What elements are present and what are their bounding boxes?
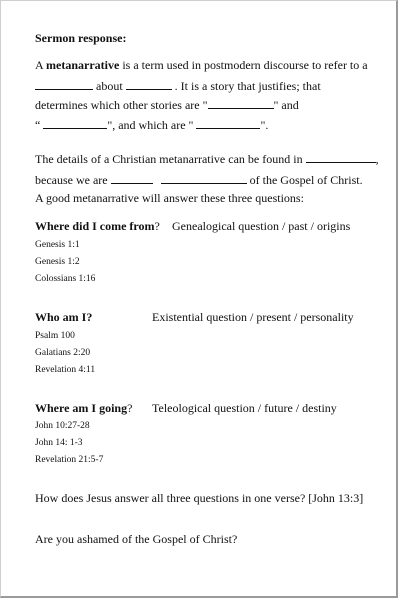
question-where-from: Where did I come from — [35, 219, 155, 233]
para1-line2 — [35, 79, 321, 93]
para1-about: about — [93, 79, 126, 93]
para2-l1-end: , — [375, 152, 379, 166]
ref-revelation-4-11: Revelation 4:11 — [35, 365, 96, 375]
blank-8 — [161, 173, 247, 184]
blank-6 — [306, 152, 376, 163]
ref-psalm-100: Psalm 100 — [35, 331, 75, 341]
para1-l3-post: " and — [273, 98, 299, 112]
ref-genesis-1-2: Genesis 1:2 — [35, 257, 80, 267]
blank-2 — [126, 79, 172, 90]
term-metanarrative: metanarrative — [46, 58, 120, 72]
ref-genesis-1-1: Genesis 1:1 — [35, 240, 80, 250]
blank-7 — [111, 173, 153, 184]
subtitle-teleological: Teleological question / future / destiny — [152, 401, 337, 415]
ref-colossians-1-16: Colossians 1:16 — [35, 274, 96, 284]
para1-line1 — [35, 58, 368, 72]
closing-question-john: How does Jesus answer all three questions in one verse? [John 13:3] — [35, 491, 364, 505]
para2-l2-post: of the Gospel of Christ. — [246, 173, 363, 187]
para1-l4-open: “ — [35, 118, 44, 132]
para1-post: is a term used in postmodern discourse to refer to a — [119, 58, 368, 72]
blank-5 — [196, 118, 260, 129]
section-destiny-heading — [35, 401, 132, 415]
para2-line1 — [35, 152, 379, 166]
question-where-from-suffix: ? — [154, 219, 160, 233]
para2-line3: A good metanarrative will answer these three questions: — [35, 191, 304, 205]
para1-pre: A — [35, 58, 47, 72]
subtitle-genealogical: Genealogical question / past / origins — [172, 219, 351, 233]
ref-revelation-21-5-7: Revelation 21:5-7 — [35, 455, 104, 465]
blank-4 — [43, 118, 107, 129]
para1-l2-rest: . It is a story that justifies; that — [171, 79, 321, 93]
question-where-going: Where am I going — [35, 401, 128, 415]
ref-john-14-1-3: John 14: 1-3 — [35, 438, 83, 448]
para2-line2 — [35, 173, 363, 187]
section-origins-heading — [35, 219, 160, 233]
para1-l4-mid: ", and which are " — [107, 118, 197, 132]
para1-l3-pre: determines which other stories are " — [35, 98, 208, 112]
ref-galatians-2-20: Galatians 2:20 — [35, 348, 91, 358]
para1-l4-end: ". — [260, 118, 269, 132]
blank-1 — [35, 79, 93, 90]
para1-line3 — [35, 98, 299, 112]
para2-l2-pre: because we are — [35, 173, 111, 187]
subtitle-existential: Existential question / present / personality — [152, 310, 354, 324]
question-where-going-suffix: ? — [127, 401, 133, 415]
para2-l1-pre: The details of a Christian metanarrative can be found in — [35, 152, 306, 166]
question-who-am-i: Who am I? — [35, 310, 93, 324]
para1-line4 — [35, 118, 268, 132]
ref-john-10-27-28: John 10:27-28 — [35, 421, 90, 431]
blank-3 — [208, 98, 274, 109]
page-title: Sermon response: — [35, 31, 127, 45]
closing-question-ashamed: Are you ashamed of the Gospel of Christ? — [35, 532, 238, 546]
